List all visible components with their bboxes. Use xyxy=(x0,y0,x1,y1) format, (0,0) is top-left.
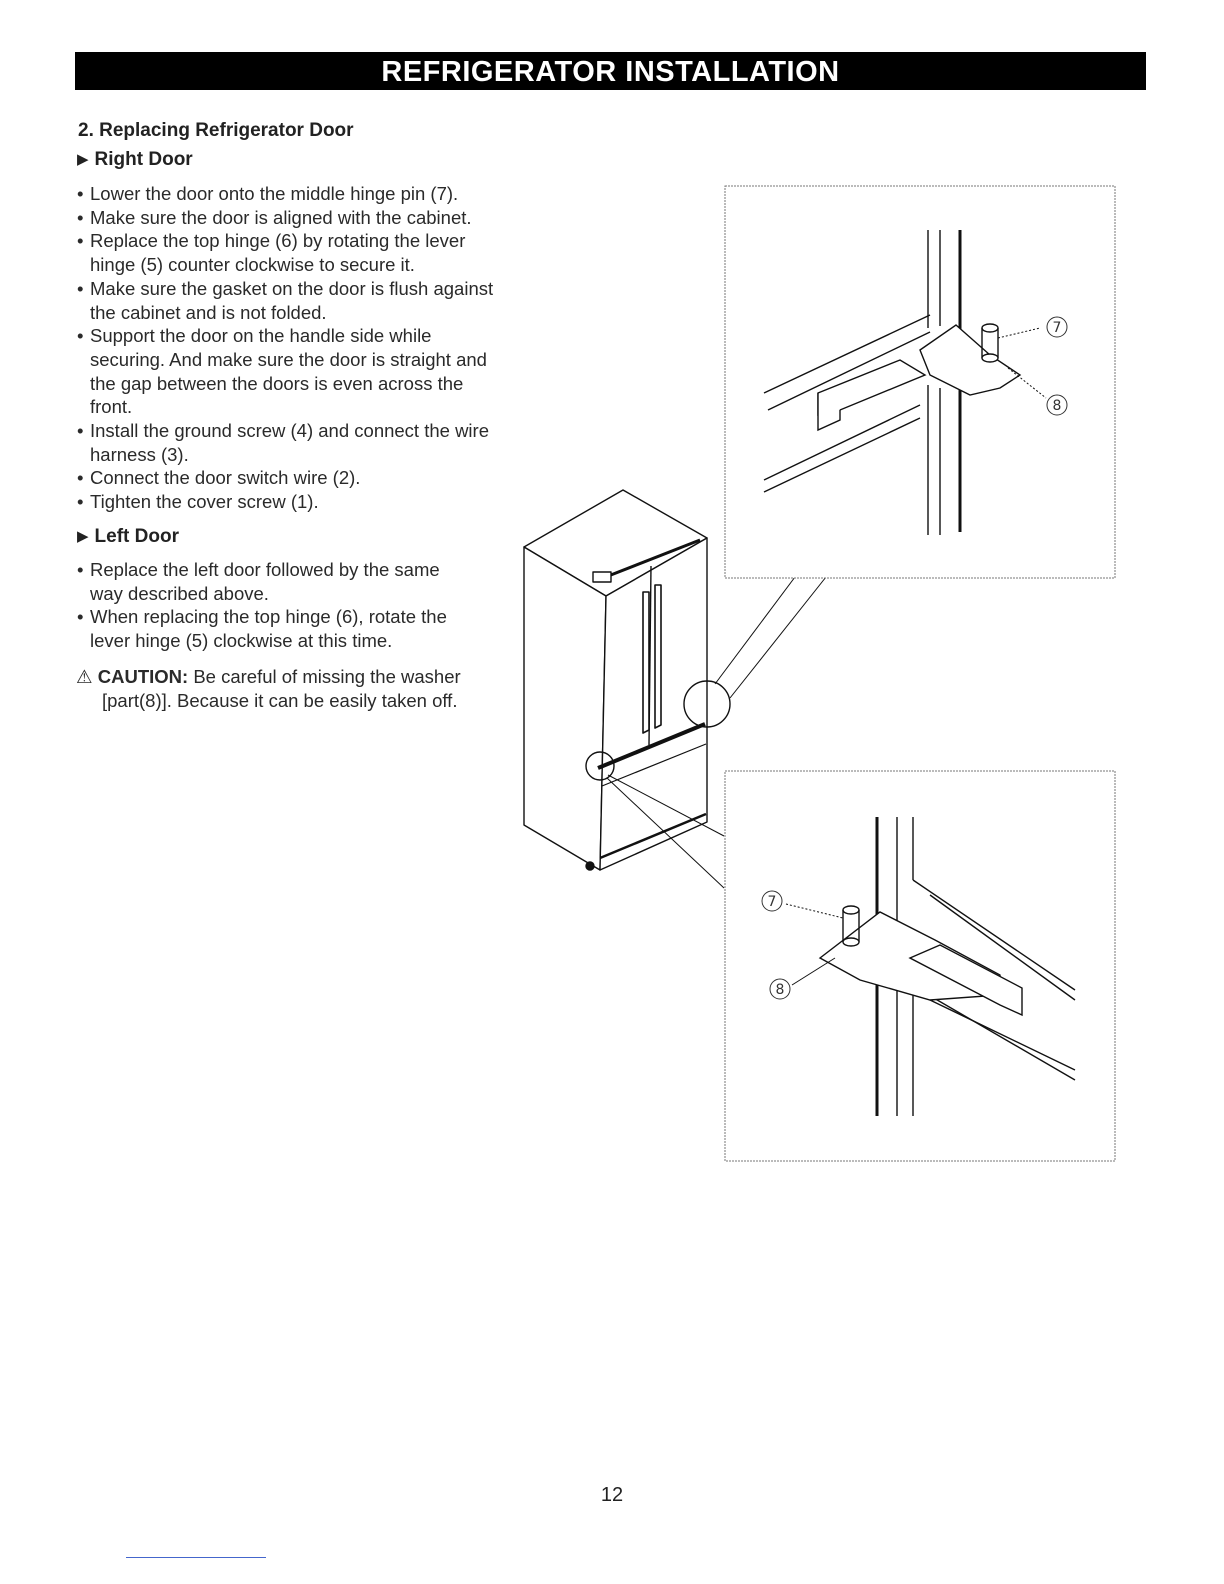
list-item: • Tighten the cover screw (1). xyxy=(77,491,319,513)
callout-washer-lower: 8 xyxy=(775,982,785,998)
footer-divider xyxy=(126,1557,266,1558)
list-item: • Connect the door switch wire (2). xyxy=(77,467,361,489)
warning-triangle-icon: ⚠ xyxy=(76,666,93,687)
right-door-heading-label: Right Door xyxy=(94,149,193,170)
caution-label: CAUTION: xyxy=(97,666,189,687)
detail-box-upper xyxy=(725,186,1115,578)
triangle-bullet-icon: ▶ xyxy=(77,528,89,545)
section-title: 2. Replacing Refrigerator Door xyxy=(78,120,354,141)
page-header: REFRIGERATOR INSTALLATION xyxy=(75,52,1146,90)
caution-text-line1: Be careful of missing the washer xyxy=(193,666,461,687)
callout-washer-upper: 8 xyxy=(1052,398,1062,414)
list-item: • Lower the door onto the middle hinge pin (7). xyxy=(77,183,459,204)
triangle-bullet-icon: ▶ xyxy=(77,151,89,168)
page-number: 12 xyxy=(600,1484,624,1506)
list-item: • Support the door on the handle side while securing. And make sure the door is straight and the gap between the doors is even across the front. xyxy=(77,325,487,418)
callout-pin-upper: 7 xyxy=(1052,320,1062,336)
list-item: • Install the ground screw (4) and connect the wire harness (3). xyxy=(77,420,489,465)
list-item: • Replace the left door followed by the same way described above. xyxy=(77,559,440,604)
left-door-heading-label: Left Door xyxy=(94,526,179,547)
list-item: • When replacing the top hinge (6), rotate the lever hinge (5) clockwise at this time. xyxy=(77,606,447,652)
detail-box-lower xyxy=(725,771,1115,1161)
list-item: • Make sure the door is aligned with the cabinet. xyxy=(77,206,472,228)
callout-pin-lower: 7 xyxy=(767,894,777,910)
caution-text-line2: [part(8)]. Because it can be easily taken off. xyxy=(102,689,458,711)
list-item: • Replace the top hinge (6) by rotating the lever hinge (5) counter clockwise to secure it. xyxy=(77,230,466,276)
list-item: • Make sure the gasket on the door is flush against the cabinet and is not folded. xyxy=(77,277,494,323)
